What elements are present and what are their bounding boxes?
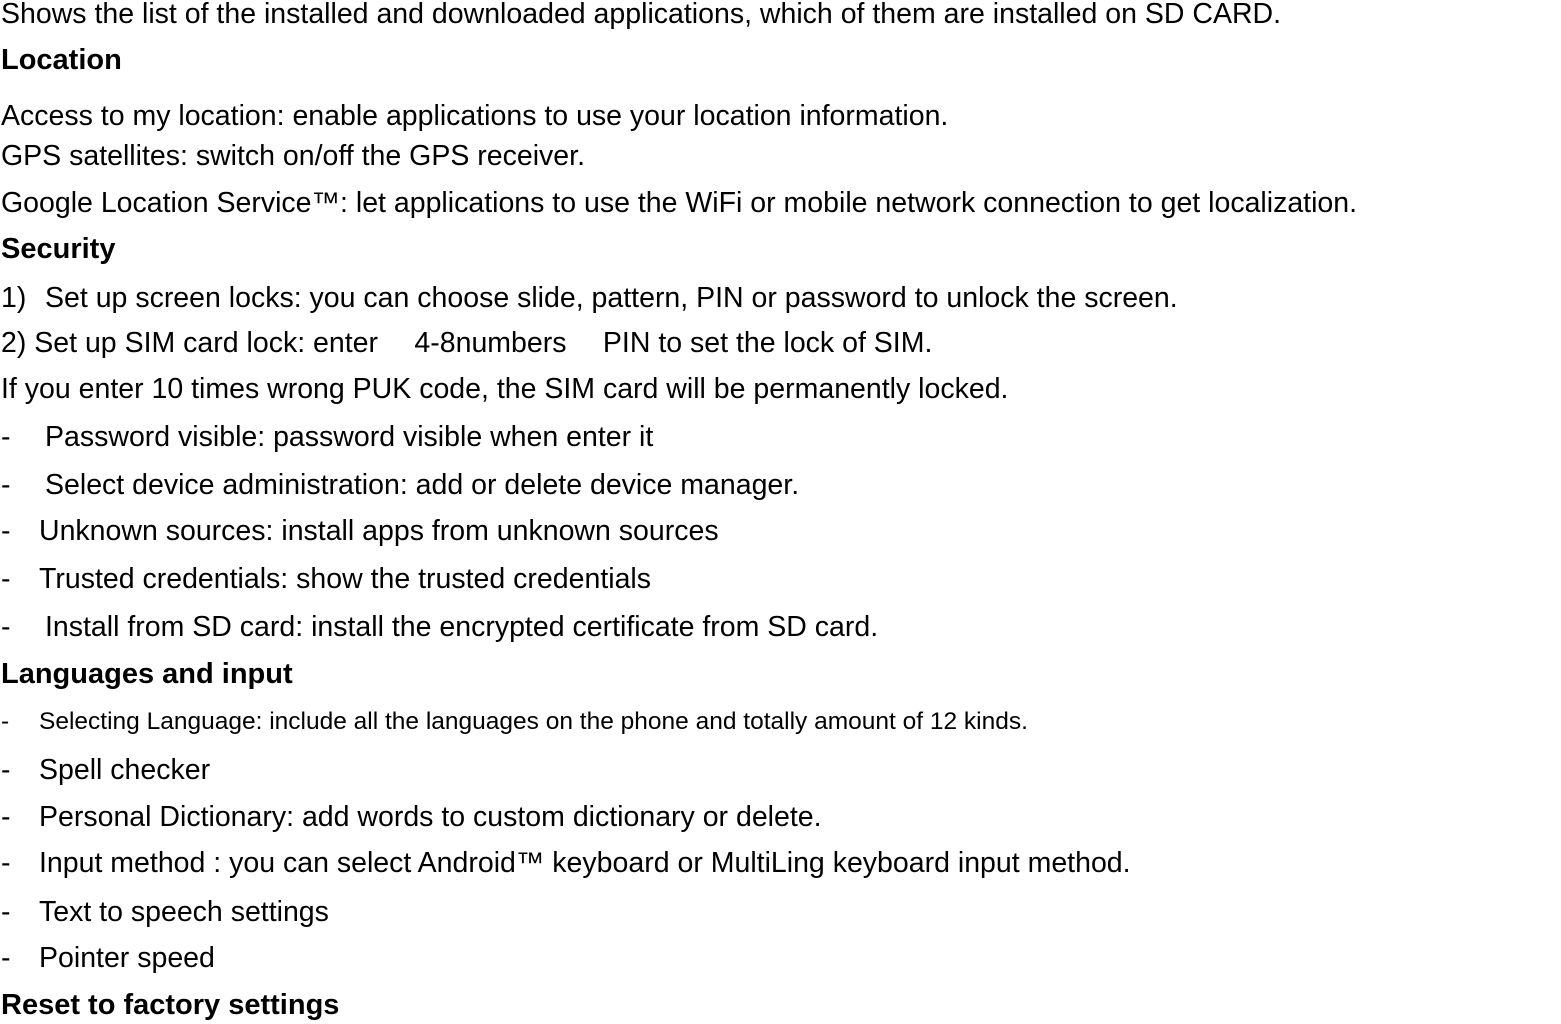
languages-list-item <box>1 753 210 787</box>
security-list-item <box>1 420 653 454</box>
bullet-dash: - <box>1 847 11 879</box>
languages-list-item <box>1 705 1028 739</box>
bullet-dash: - <box>1 896 11 928</box>
bullet-dash: - <box>1 515 11 547</box>
bullet-dash: - <box>1 801 11 833</box>
list-item-text: Install from SD card: install the encrypted certificate from SD card. <box>45 611 879 643</box>
security-list-item <box>1 562 651 596</box>
languages-list-item <box>1 846 1131 880</box>
list-item-text: Trusted credentials: show the trusted credentials <box>39 563 651 595</box>
list-item-text: Pointer speed <box>39 942 215 974</box>
bullet-dash: - <box>1 942 11 974</box>
security-puk-note: If you enter 10 times wrong PUK code, the SIM card will be permanently locked. <box>1 373 1009 405</box>
reset-heading: Reset to factory settings <box>1 989 340 1021</box>
list-item-text: Personal Dictionary: add words to custom dictionary or delete. <box>39 801 822 833</box>
list-item-text: Password visible: password visible when enter it <box>45 421 654 453</box>
list-item-text: Text to speech settings <box>39 896 329 928</box>
list-item-text: Input method : you can select Android™ keyboard or MultiLing keyboard input method. <box>39 847 1131 879</box>
languages-list-item <box>1 895 329 929</box>
languages-heading: Languages and input <box>1 658 293 690</box>
languages-list-item <box>1 941 215 975</box>
list-item-text: Set up screen locks: you can choose slide, pattern, PIN or password to unlock the screen. <box>45 282 1178 314</box>
bullet-dash: - <box>1 611 11 643</box>
bullet-dash: - <box>1 421 11 453</box>
security-heading: Security <box>1 233 116 265</box>
security-list-item <box>1 610 878 644</box>
list-item-text: Select device administration: add or delete device manager. <box>45 469 800 501</box>
security-list-item <box>1 514 719 548</box>
security-screen-lock-text <box>1 281 1178 315</box>
bullet-dash: - <box>1 469 11 501</box>
list-item-text: Unknown sources: install apps from unknown sources <box>39 515 719 547</box>
location-google-service-text: Google Location Service™: let applications to use the WiFi or mobile network connection to get localization. <box>1 187 1358 219</box>
security-sim-lock-text: 2) Set up SIM card lock: enter 4-8numbers PIN to set the lock of SIM. <box>1 327 933 359</box>
intro-text: Shows the list of the installed and downloaded applications, which of them are installed on SD CARD. <box>1 0 1282 30</box>
bullet-dash: - <box>1 563 11 595</box>
location-heading: Location <box>1 44 122 76</box>
bullet-dash: - <box>1 708 10 735</box>
security-list-item <box>1 468 799 502</box>
list-item-text: Selecting Language: include all the languages on the phone and totally amount of 12 kinds. <box>39 708 1028 735</box>
languages-list-item <box>1 800 822 834</box>
list-marker: 1) <box>1 282 27 314</box>
location-gps-text: GPS satellites: switch on/off the GPS receiver. <box>1 140 585 172</box>
bullet-dash: - <box>1 754 11 786</box>
list-item-text: Spell checker <box>39 754 211 786</box>
location-access-text: Access to my location: enable applications to use your location information. <box>1 100 949 132</box>
